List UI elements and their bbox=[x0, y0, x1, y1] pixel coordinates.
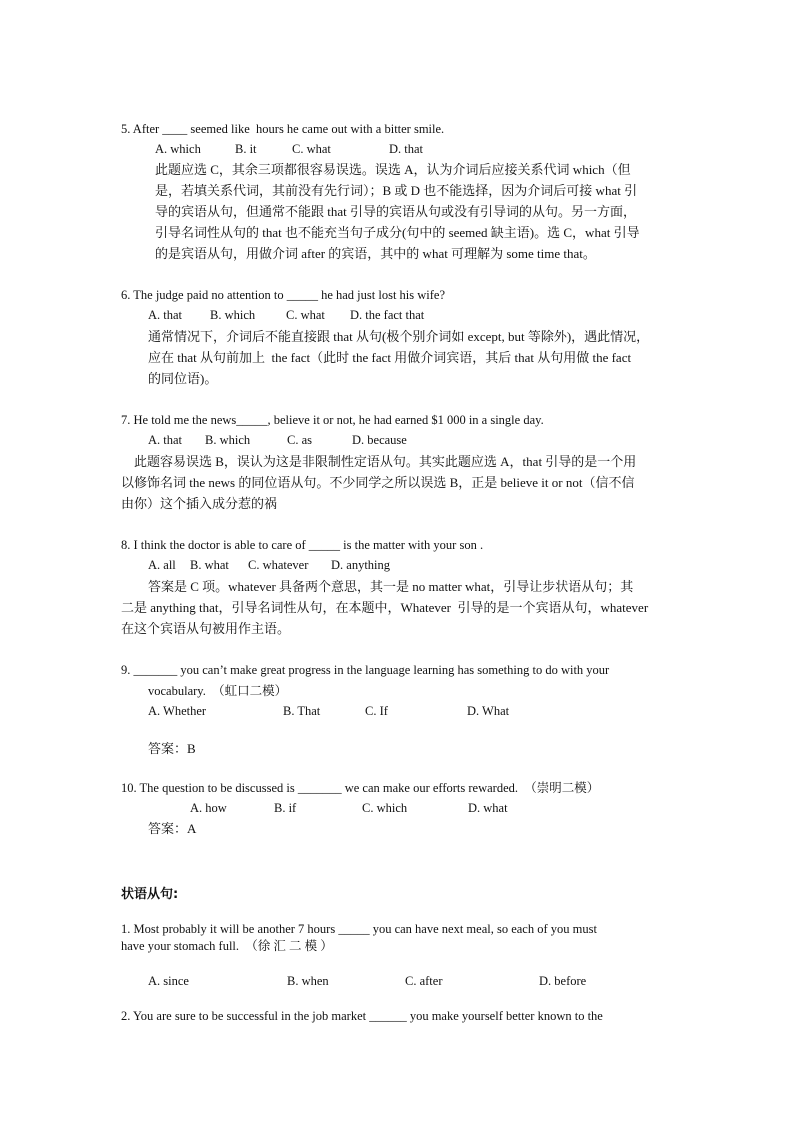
explanation-line: 引导名词性从句的 that 也不能充当句子成分(句中的 seemed 缺主语)。选 C，what 引导 bbox=[155, 225, 640, 240]
explanation-line: 此题应选 C，其余三项都很容易误选。误选 A，认为介词后应接关系代词 which（但 bbox=[155, 162, 631, 177]
option-b: B. which bbox=[210, 308, 256, 322]
option-d: D. what bbox=[468, 801, 508, 815]
option-a: A. that bbox=[148, 433, 183, 447]
answer-line: 答案：A bbox=[148, 821, 197, 836]
question-6-stem: 6. The judge paid no attention to _____ he had just lost his wife? bbox=[121, 288, 446, 302]
explanation-line: 在这个宾语从句被用作主语。 bbox=[121, 621, 291, 636]
option-a: A. which bbox=[155, 142, 201, 156]
option-d: D. that bbox=[389, 142, 424, 156]
option-b: B. which bbox=[205, 433, 251, 447]
option-c: C. as bbox=[287, 433, 312, 447]
option-d: D. What bbox=[467, 704, 510, 718]
question-8-stem: 8. I think the doctor is able to care of _____ is the matter with your son . bbox=[121, 538, 484, 552]
option-a: A. that bbox=[148, 308, 183, 322]
explanation-line: 导的宾语从句，但通常不能跟 that 引导的宾语从句或没有引导词的从句。另一方面， bbox=[155, 204, 636, 219]
option-b: B. That bbox=[283, 704, 321, 718]
option-d: D. anything bbox=[331, 558, 391, 572]
explanation-line: 通常情况下，介词后不能直接跟 that 从句(极个别介词如 except, but 等除外)，遇此情况， bbox=[148, 329, 650, 344]
adverbial-question-1-stem: 1. Most probably it will be another 7 hours _____ you can have next meal, so each of you must bbox=[121, 922, 597, 936]
option-c: C. after bbox=[405, 974, 443, 988]
option-d: D. the fact that bbox=[350, 308, 425, 322]
option-d: D. because bbox=[352, 433, 407, 447]
option-d: D. before bbox=[539, 974, 587, 988]
option-a: A. all bbox=[148, 558, 176, 572]
option-a: A. how bbox=[190, 801, 227, 815]
explanation-line: 的同位语)。 bbox=[148, 371, 218, 386]
option-c: C. whatever bbox=[248, 558, 309, 572]
option-b: B. what bbox=[190, 558, 229, 572]
explanation-line: 是，若填关系代词，其前没有先行词）；B 或 D 也不能选择，因为介词后可接 what 引 bbox=[155, 183, 638, 198]
option-a: A. Whether bbox=[148, 704, 207, 718]
question-10-stem: 10. The question to be discussed is _______ we can make our efforts rewarded. （崇明二模） bbox=[121, 781, 600, 795]
section-heading: 状语从句: bbox=[121, 887, 179, 902]
explanation-line: 二是 anything that，引导名词性从句，在本题中，Whatever 引导的是一个宾语从句，whatever bbox=[121, 600, 649, 615]
option-b: B. when bbox=[287, 974, 329, 988]
adverbial-question-1-stem-cont: have your stomach full. （徐 汇 二 模 ） bbox=[121, 939, 333, 953]
question-5-stem: 5. After ____ seemed like hours he came out with a bitter smile. bbox=[121, 122, 445, 136]
adverbial-question-2-stem: 2. You are sure to be successful in the job market ______ you make yourself better known to the bbox=[121, 1009, 603, 1023]
question-9-stem: 9. _______ you can’t make great progress in the language learning has something to do with your bbox=[121, 663, 610, 677]
option-c: C. what bbox=[292, 142, 331, 156]
option-b: B. if bbox=[274, 801, 297, 815]
option-c: C. If bbox=[365, 704, 388, 718]
explanation-line: 由你）这个插入成分惹的祸 bbox=[121, 496, 278, 511]
explanation-line: 答案是 C 项。whatever 具备两个意思，其一是 no matter what，引导让步状语从句；其 bbox=[148, 579, 634, 594]
explanation-line: 此题容易误选 B，误认为这是非限制性定语从句。其实此题应选 A，that 引导的是一个用 bbox=[134, 454, 637, 469]
answer-line: 答案：B bbox=[148, 741, 196, 756]
option-b: B. it bbox=[235, 142, 257, 156]
option-a: A. since bbox=[148, 974, 189, 988]
option-c: C. what bbox=[286, 308, 325, 322]
question-9-stem-cont: vocabulary. （虹口二模） bbox=[148, 684, 288, 698]
question-7-stem: 7. He told me the news_____, believe it or not, he had earned $1 000 in a single day. bbox=[121, 413, 544, 427]
explanation-line: 应在 that 从句前加上 the fact（此时 the fact 用做介词宾语，其后 that 从句用做 the fact bbox=[148, 350, 632, 365]
explanation-line: 以修饰名词 the news 的同位语从句。不少同学之所以误选 B，正是 believe it or not（信不信 bbox=[121, 475, 635, 490]
explanation-line: 的是宾语从句，用做介词 after 的宾语，其中的 what 可理解为 some time that。 bbox=[155, 246, 596, 261]
option-c: C. which bbox=[362, 801, 408, 815]
